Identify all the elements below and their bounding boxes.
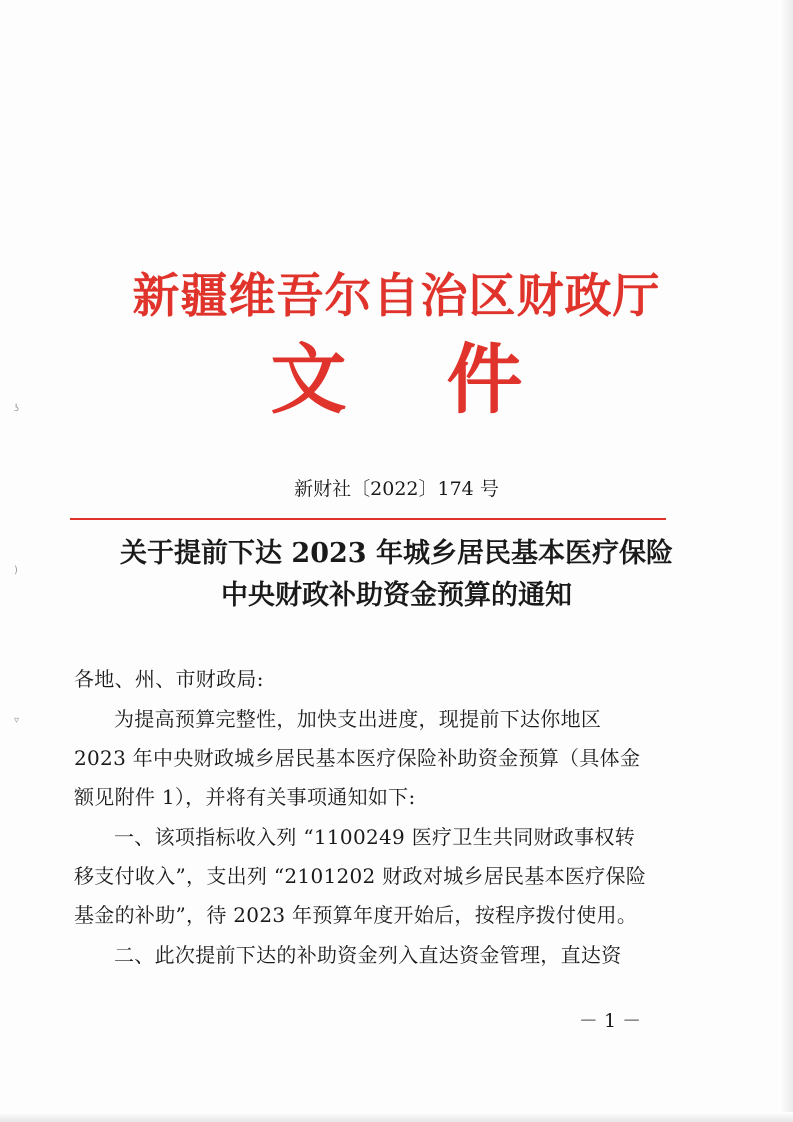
red-divider-line (70, 518, 666, 520)
document-title-line-1: 关于提前下达 2023 年城乡居民基本医疗保险 (120, 538, 673, 569)
page-bottom-shadow (0, 1112, 793, 1122)
document-number: 新财社〔2022〕174 号 (294, 478, 499, 500)
body-line: 额见附件 1），并将有关事项通知如下: (74, 785, 416, 809)
body-line: 移支付收入”，支出列 “2101202 财政对城乡居民基本医疗保险 (74, 864, 647, 888)
document-type-heading: 文件 (270, 335, 623, 424)
scan-artifact: ) (14, 565, 18, 576)
body-line: 一、该项指标收入列 “1100249 医疗卫生共同财政事权转 (114, 825, 636, 849)
scan-artifact: ʖ (14, 403, 20, 414)
scan-artifact: ▿ (14, 715, 20, 726)
document-title-line-2: 中央财政补助资金预算的通知 (221, 580, 572, 611)
body-line: 基金的补助”，待 2023 年预算年度开始后，按程序拨付使用。 (74, 903, 638, 927)
body-line: 二、此次提前下达的补助资金列入直达资金管理，直达资 (114, 943, 622, 967)
issuer-heading: 新疆维吾尔自治区财政厅 (132, 269, 661, 324)
body-line: 2023 年中央财政城乡居民基本医疗保险补助资金预算（具体金 (74, 746, 641, 770)
page-number: － 1 － (578, 1010, 642, 1032)
body-line: 为提高预算完整性，加快支出进度，现提前下达你地区 (114, 707, 602, 731)
addressee: 各地、州、市财政局: (74, 667, 264, 691)
